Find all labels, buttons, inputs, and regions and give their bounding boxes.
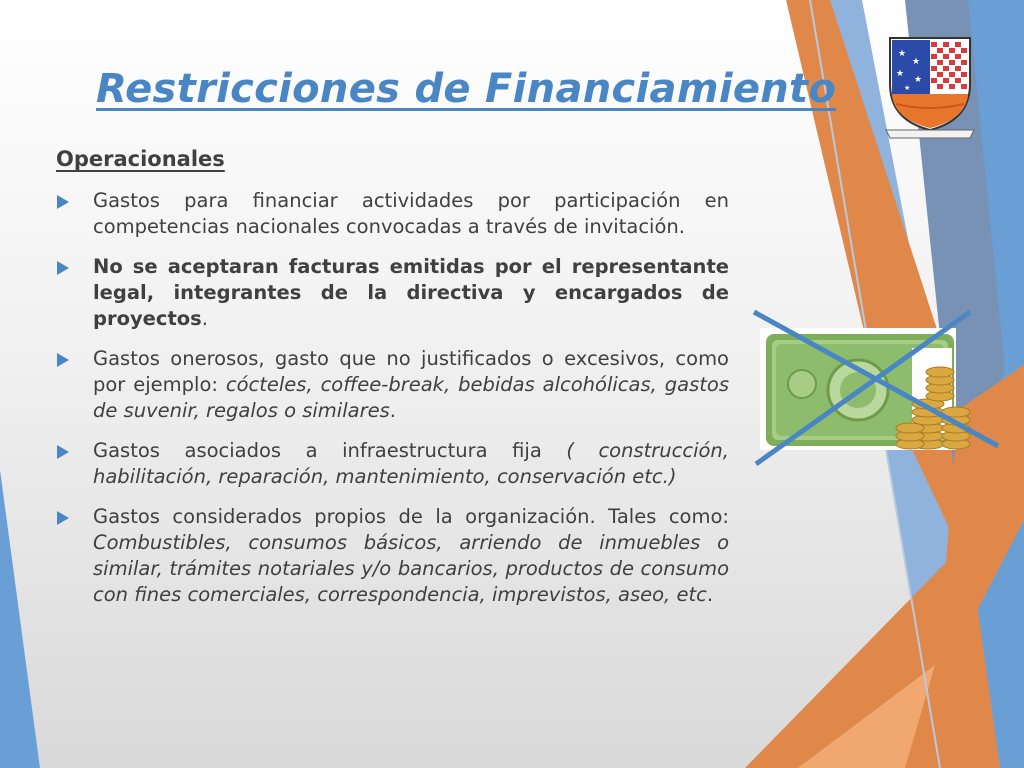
triangle-arrow-icon	[57, 353, 69, 367]
svg-text:★: ★	[914, 75, 923, 85]
section-subtitle: Operacionales	[56, 147, 225, 171]
list-item	[55, 438, 729, 490]
restrictions-list	[55, 188, 729, 622]
bullet-text-bold: No se aceptaran facturas emitidas por el representante legal, integrantes de la directiva y encargados de proyectos	[93, 255, 729, 330]
triangle-arrow-icon	[57, 445, 69, 459]
bullet-text: .	[389, 399, 396, 422]
triangle-arrow-icon	[57, 261, 69, 275]
bullet-text-italic: cócteles, coffee-break, bebidas alcohólicas, gastos de suvenir, regalos o similares	[93, 373, 729, 422]
bullet-text: .	[201, 307, 208, 330]
list-item	[55, 254, 729, 332]
bullet-text-italic: ( construcción, habilitación, reparación, mantenimiento, conservación etc.)	[93, 439, 729, 488]
coat-of-arms-icon	[884, 34, 976, 144]
bullet-text: .	[706, 583, 714, 606]
page-title: Restricciones de Financiamiento	[96, 66, 837, 112]
svg-text:★: ★	[912, 57, 921, 67]
crossed-out-money-icon	[752, 308, 1004, 472]
list-item	[55, 346, 729, 424]
bullet-text: Gastos onerosos, gasto que no justificados o excesivos, como por ejemplo:	[93, 347, 729, 396]
svg-text:★: ★	[896, 69, 905, 79]
svg-text:★: ★	[904, 84, 911, 92]
svg-text:★: ★	[898, 49, 907, 59]
bullet-text-italic: Combustibles, consumos básicos, arriendo de inmuebles o similar, trámites notariales y/o bancarios, productos de consumo con fines comerciales, correspondencia, imprevistos, aseo, etc	[93, 531, 729, 606]
list-item	[55, 188, 729, 240]
bullet-text: Gastos asociados a infraestructura fija	[93, 439, 567, 462]
triangle-arrow-icon	[57, 195, 69, 209]
bullet-text: Gastos para financiar actividades por participación en competencias nacionales convocadas a través de invitación.	[93, 189, 729, 238]
bullet-text: Gastos considerados propios de la organización. Tales como:	[93, 505, 729, 528]
triangle-arrow-icon	[57, 511, 69, 525]
list-item	[55, 504, 729, 608]
